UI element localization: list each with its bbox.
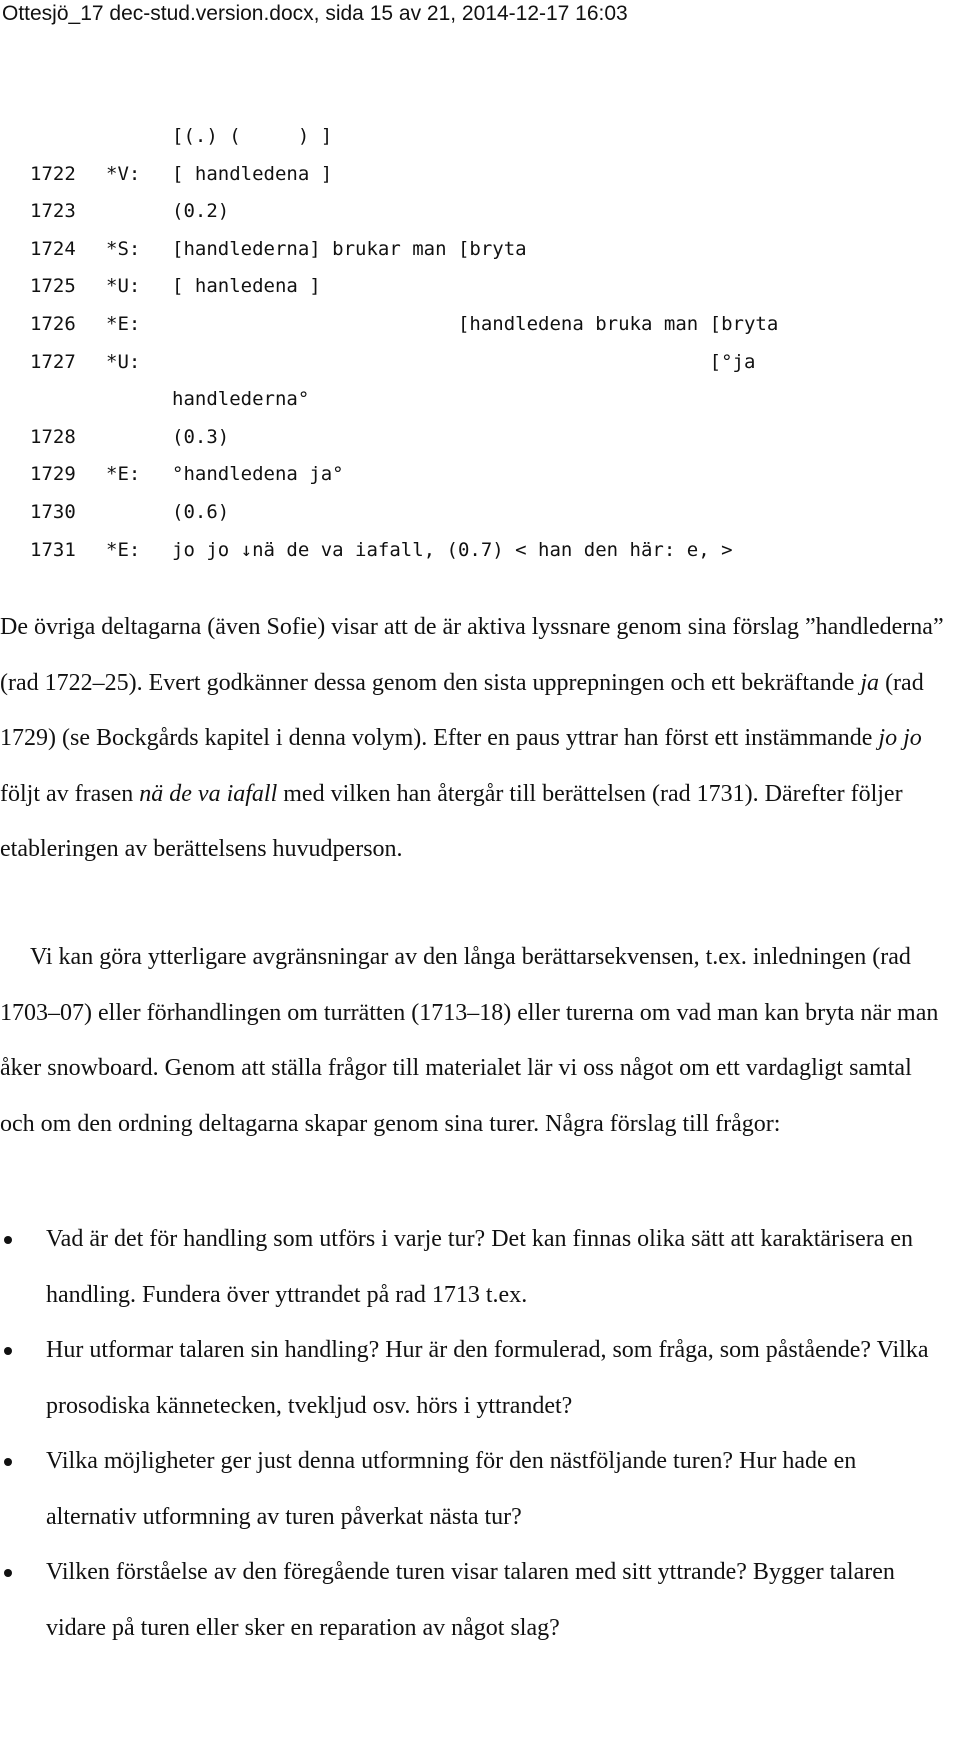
list-item-text: Vilken förståelse av den föregående turen visar talaren med sitt yttrande? Bygger talaren vidare på turen eller sker en reparation av något slag? — [46, 1559, 895, 1641]
utterance: [ handledena ] — [172, 162, 333, 185]
line-number: 1723 — [30, 200, 76, 223]
transcript-line — [0, 231, 960, 269]
line-number: 1731 — [30, 538, 76, 561]
line-number: 1730 — [30, 500, 76, 523]
list-item — [0, 1323, 952, 1434]
paragraph-text: följt av frasen — [0, 780, 140, 807]
utterance: (0.2) — [172, 200, 230, 223]
paragraph-text: De övriga deltagarna (även Sofie) visar att de är aktiva lyssnare genom sina förslag ”handlederna” (rad 1722–25). Evert godkänner dessa genom den sista upprepningen och ett bekräftande — [0, 614, 944, 696]
transcript-line — [0, 494, 960, 532]
emphasis-phrase: nä de va iafall — [139, 780, 278, 807]
transcript-line — [0, 419, 960, 457]
list-item — [0, 1545, 952, 1656]
line-number: 1724 — [30, 237, 76, 260]
speaker: *V: — [106, 162, 141, 185]
bullet-icon — [4, 1569, 12, 1577]
speaker: *E: — [106, 463, 141, 486]
transcript — [0, 118, 960, 569]
document-header: Ottesjö_17 dec-stud.version.docx, sida 15 av 21, 2014-12-17 16:03 — [2, 2, 628, 25]
transcript-line — [0, 156, 960, 194]
paragraph-text: med vilken han återgår till berättelsen (rad 1731). Därefter följer etableringen av berättelsens huvudperson. — [0, 780, 903, 862]
utterance: [(.) ( ) ] — [172, 125, 333, 147]
utterance: (0.6) — [172, 500, 230, 523]
list-item — [0, 1212, 952, 1323]
utterance: [°ja — [172, 350, 756, 373]
utterance: (0.3) — [172, 425, 230, 448]
paragraph — [0, 930, 960, 1152]
speaker: *E: — [106, 538, 141, 561]
paragraph-text: (rad 1729) (se Bockgårds kapitel i denna volym). Efter en paus yttrar han först ett instämmande — [0, 669, 924, 751]
question-list — [0, 1212, 952, 1656]
transcript-line — [0, 193, 960, 231]
transcript-line — [0, 344, 960, 382]
speaker: *U: — [106, 350, 141, 373]
line-number: 1722 — [30, 162, 76, 185]
paragraph — [0, 600, 960, 878]
speaker: *U: — [106, 275, 141, 298]
list-item-text: Hur utformar talaren sin handling? Hur är den formulerad, som fråga, som påstående? Vilka prosodiska kännetecken, tvekljud osv. hörs i yttrandet? — [46, 1337, 929, 1419]
emphasis-jo-jo: jo jo — [878, 725, 922, 751]
emphasis-ja: ja — [860, 669, 880, 696]
speaker: *E: — [106, 312, 141, 335]
bullet-icon — [4, 1458, 12, 1466]
speaker: *S: — [106, 237, 141, 260]
line-number: 1727 — [30, 350, 76, 373]
transcript-line — [0, 456, 960, 494]
utterance: jo jo ↓nä de va iafall, (0.7) < han den här: e, > — [172, 538, 733, 561]
utterance: [handlederna] brukar man [bryta — [172, 237, 527, 260]
list-item — [0, 1434, 952, 1545]
utterance: handlederna° — [172, 388, 310, 411]
list-item-text: Vilka möjligheter ger just denna utformning för den nästföljande turen? Hur hade en alternativ utformning av turen påverkat nästa tur? — [46, 1448, 857, 1530]
transcript-line — [0, 268, 960, 306]
line-number: 1726 — [30, 312, 76, 335]
bullet-icon — [4, 1347, 12, 1355]
list-item-text: Vad är det för handling som utförs i varje tur? Det kan finnas olika sätt att karaktärisera en handling. Fundera över yttrandet på rad 1713 t.ex. — [46, 1226, 914, 1308]
transcript-line — [0, 306, 960, 344]
utterance: [handledena bruka man [bryta — [172, 312, 779, 335]
utterance: [ hanledena ] — [172, 275, 321, 298]
transcript-line — [0, 532, 960, 570]
line-number: 1728 — [30, 425, 76, 448]
utterance: °handledena ja° — [172, 463, 344, 486]
line-number: 1729 — [30, 463, 76, 486]
transcript-line — [0, 118, 960, 156]
paragraph-text: Vi kan göra ytterligare avgränsningar av den långa berättarsekvensen, t.ex. inledningen (rad 1703–07) eller förhandlingen om turrätten (1713–18) eller turerna om vad man kan bryta när man åker snowboard. Genom att ställa frågor till materialet lär vi oss något om ett vardagligt samtal och om den ordning deltagarna skapar genom sina turer. Några förslag till frågor: — [0, 944, 939, 1137]
transcript-line — [0, 381, 960, 419]
line-number: 1725 — [30, 275, 76, 298]
bullet-icon — [4, 1236, 12, 1244]
